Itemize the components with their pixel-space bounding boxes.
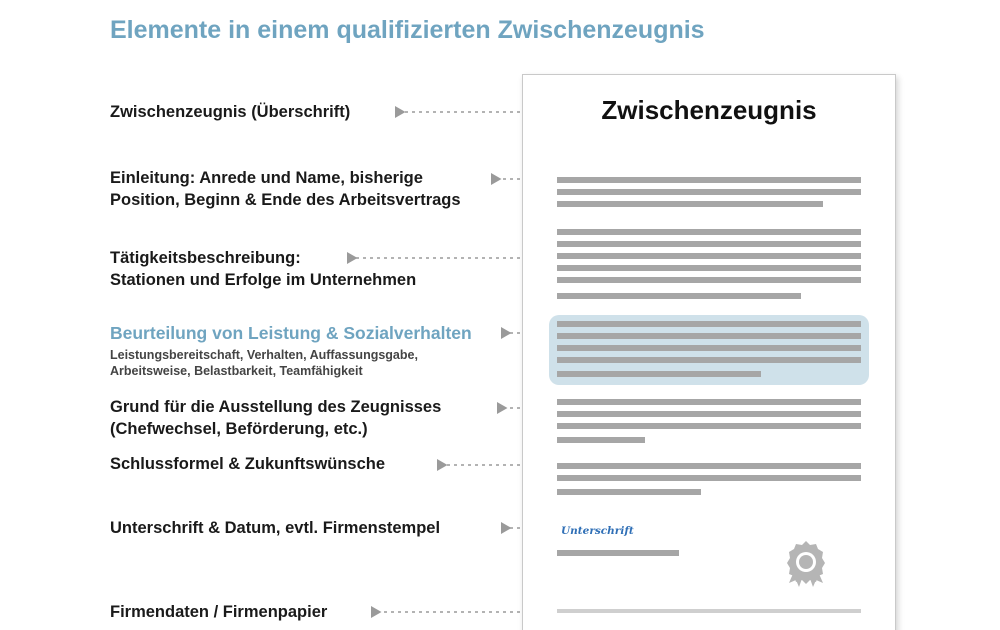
text-line-bar xyxy=(557,241,861,247)
label-signature xyxy=(110,517,440,539)
signature-scribble: Unterschrift xyxy=(561,525,634,537)
label-subline: Arbeitsweise, Belastbarkeit, Teamfähigkeit xyxy=(110,364,363,378)
text-line-bar xyxy=(557,333,861,339)
text-line-bar xyxy=(557,277,861,283)
document-page xyxy=(522,74,896,630)
text-line-bar xyxy=(557,475,861,481)
label-assessment-details xyxy=(110,347,418,379)
label-line: Firmendaten / Firmenpapier xyxy=(110,603,328,621)
text-line-bar xyxy=(557,489,701,495)
label-assessment xyxy=(110,322,472,344)
label-line: Grund für die Ausstellung des Zeugnisses xyxy=(110,398,442,416)
diagram-title: Elemente in einem qualifizierten Zwischenzeugnis xyxy=(110,16,705,44)
label-reason xyxy=(110,396,441,440)
text-line-bar xyxy=(557,265,861,271)
text-line-bar xyxy=(557,371,761,377)
text-line-bar xyxy=(557,463,861,469)
label-heading xyxy=(110,101,350,123)
label-line: Zwischenzeugnis (Überschrift) xyxy=(110,103,351,121)
label-line: Tätigkeitsbeschreibung: xyxy=(110,249,301,267)
text-line-bar xyxy=(557,321,861,327)
label-introduction xyxy=(110,167,461,211)
text-line-bar xyxy=(557,201,823,207)
certificate-seal-icon xyxy=(781,539,831,589)
label-line: Beurteilung von Leistung & Sozialverhalten xyxy=(110,323,472,343)
text-line-bar xyxy=(557,411,861,417)
label-line: Schlussformel & Zukunftswünsche xyxy=(110,455,386,473)
text-line-bar xyxy=(557,253,861,259)
text-line-bar xyxy=(557,189,861,195)
label-line: Position, Beginn & Ende des Arbeitsvertrags xyxy=(110,191,461,209)
label-activities xyxy=(110,247,416,291)
text-line-bar xyxy=(557,437,645,443)
signature-line-bar xyxy=(557,550,679,556)
text-line-bar xyxy=(557,399,861,405)
label-closing xyxy=(110,453,385,475)
label-letterhead xyxy=(110,601,327,623)
label-line: (Chefwechsel, Beförderung, etc.) xyxy=(110,420,368,438)
text-line-bar xyxy=(557,423,861,429)
text-line-bar xyxy=(557,293,801,299)
document-title: Zwischenzeugnis xyxy=(601,95,817,125)
text-line-bar xyxy=(557,357,861,363)
text-line-bar xyxy=(557,229,861,235)
label-subline: Leistungsbereitschaft, Verhalten, Auffassungsgabe, xyxy=(110,348,418,362)
label-line: Stationen und Erfolge im Unternehmen xyxy=(110,271,417,289)
label-line: Einleitung: Anrede und Name, bisherige xyxy=(110,169,423,187)
text-line-bar xyxy=(557,177,861,183)
label-line: Unterschrift & Datum, evtl. Firmenstempel xyxy=(110,519,441,537)
text-line-bar xyxy=(557,345,861,351)
letterhead-footer-bar xyxy=(557,609,861,613)
